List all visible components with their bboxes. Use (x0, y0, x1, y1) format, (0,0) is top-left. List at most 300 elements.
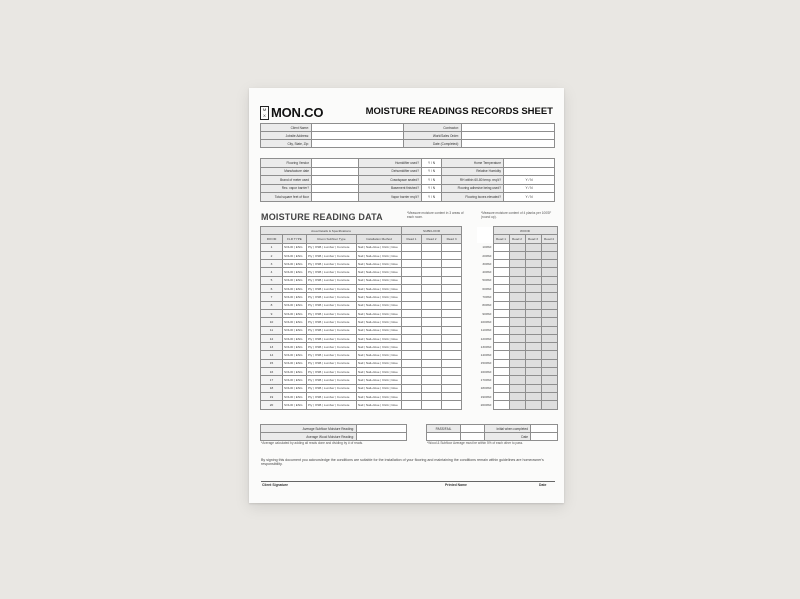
wood-read-1-field[interactable] (493, 318, 509, 326)
read-2-field[interactable] (422, 326, 442, 334)
read-1-field[interactable] (402, 351, 422, 359)
wood-read-4-field[interactable] (541, 334, 557, 342)
subfloor-type-options[interactable]: Ply | OSB | Lumber | Concrete (307, 285, 357, 293)
wood-read-1-field[interactable] (493, 260, 509, 268)
install-method-options[interactable]: Nail | Nail+Glue | Click | Glue (357, 293, 402, 301)
wood-read-3-field[interactable] (525, 301, 541, 309)
read-3-field[interactable] (442, 384, 462, 392)
table-row (261, 301, 462, 309)
flr-type-options[interactable]: SOLID | ENG (283, 334, 307, 342)
total-sqft-field[interactable] (312, 193, 359, 202)
wood-read-2-field[interactable] (509, 301, 525, 309)
vapor-barrier-rec-field[interactable] (312, 185, 359, 194)
room-number: 4 (261, 268, 283, 276)
read-2-field[interactable] (422, 309, 442, 317)
flr-type-options[interactable]: SOLID | ENG (283, 392, 307, 400)
wood-read-2-field[interactable] (509, 343, 525, 351)
read-2-field[interactable] (422, 401, 442, 409)
wood-read-1-field[interactable] (493, 368, 509, 376)
subfloor-type-options[interactable]: Ply | OSB | Lumber | Concrete (307, 260, 357, 268)
wood-read-4-field[interactable] (541, 343, 557, 351)
wood-read-4-field[interactable] (541, 384, 557, 392)
rh-within-yn[interactable]: Y / N (504, 176, 555, 185)
table-row (477, 268, 557, 276)
install-method-col-header: Installation Method (357, 235, 402, 243)
subfloor-type-options[interactable]: Ply | OSB | Lumber | Concrete (307, 301, 357, 309)
adhesive-yn[interactable]: Y / N (504, 185, 555, 194)
table-row (261, 276, 462, 284)
logo-text: MON.CO (271, 105, 324, 120)
read-3-field[interactable] (442, 309, 462, 317)
boxes-elevated-yn[interactable]: Y / N (504, 193, 555, 202)
vapor-barrier-req-yn[interactable]: Y / N (422, 193, 442, 202)
wood-read-2-field[interactable] (509, 326, 525, 334)
flr-type-options[interactable]: SOLID | ENG (283, 243, 307, 251)
read-1-field[interactable] (402, 251, 422, 259)
table-row (261, 392, 462, 400)
wood-read-4-field[interactable] (541, 260, 557, 268)
wood-spacer (477, 227, 493, 235)
work-order-field[interactable] (462, 132, 555, 140)
install-method-options[interactable]: Nail | Nail+Glue | Click | Glue (357, 326, 402, 334)
read-3-field[interactable] (442, 293, 462, 301)
wood-read-1-field[interactable] (493, 343, 509, 351)
read-3-field[interactable] (442, 401, 462, 409)
table-row (477, 392, 557, 400)
subfloor-type-options[interactable]: Ply | OSB | Lumber | Concrete (307, 318, 357, 326)
flr-type-options[interactable]: SOLID | ENG (283, 326, 307, 334)
manufacture-date-field[interactable] (312, 168, 359, 177)
table-row (261, 285, 462, 293)
subfloor-type-options[interactable]: Ply | OSB | Lumber | Concrete (307, 401, 357, 409)
wood-read-3-field[interactable] (525, 359, 541, 367)
wood-read-1-field[interactable] (493, 243, 509, 251)
wood-read-4-field[interactable] (541, 359, 557, 367)
wood-read-2-field[interactable] (509, 359, 525, 367)
wood-read-2-field[interactable] (509, 260, 525, 268)
wood-read-4-field[interactable] (541, 293, 557, 301)
read-1-field[interactable] (402, 301, 422, 309)
wood-read-4-field[interactable] (541, 301, 557, 309)
sqft-label: 500SF (477, 276, 493, 284)
sqft-label: 1500SF (477, 359, 493, 367)
table-row (477, 243, 557, 251)
wood-read-4-field[interactable] (541, 351, 557, 359)
read-2-field[interactable] (422, 268, 442, 276)
basement-yn[interactable]: Y / N (422, 185, 442, 194)
read-1-field[interactable] (402, 359, 422, 367)
wood-read-3-field[interactable] (525, 368, 541, 376)
wood-read-4-field[interactable] (541, 368, 557, 376)
table-row (261, 326, 462, 334)
read-3-field[interactable] (442, 260, 462, 268)
wood-read-4-field[interactable] (541, 243, 557, 251)
flooring-vendor-label: Flooring Vendor (261, 159, 312, 168)
disclaimer: By signing this document you acknowledge the conditions are suitable for the installation of your flooring and maintaining the conditions remain within guidelines are homeowner's responsibility. (261, 458, 544, 467)
room-number: 5 (261, 276, 283, 284)
read-2-field[interactable] (422, 243, 442, 251)
room-number: 2 (261, 251, 283, 259)
flr-type-options[interactable]: SOLID | ENG (283, 276, 307, 284)
wood-read-2-field[interactable] (509, 401, 525, 409)
wood-read-4-field[interactable] (541, 401, 557, 409)
wood-read-2-col-header: Read 2 (509, 235, 525, 243)
wood-read-1-field[interactable] (493, 351, 509, 359)
install-method-options[interactable]: Nail | Nail+Glue | Click | Glue (357, 392, 402, 400)
read-1-field[interactable] (402, 384, 422, 392)
subfloor-type-options[interactable]: Ply | OSB | Lumber | Concrete (307, 276, 357, 284)
read-2-field[interactable] (422, 260, 442, 268)
basement-label: Basement finished? (359, 185, 422, 194)
read-3-field[interactable] (442, 326, 462, 334)
wood-read-1-field[interactable] (493, 392, 509, 400)
read-1-field[interactable] (402, 268, 422, 276)
flr-type-options[interactable]: SOLID | ENG (283, 401, 307, 409)
subfloor-type-options[interactable]: Ply | OSB | Lumber | Concrete (307, 359, 357, 367)
wood-read-2-field[interactable] (509, 376, 525, 384)
read-2-field[interactable] (422, 351, 442, 359)
room-number: 10 (261, 318, 283, 326)
read-1-field[interactable] (402, 260, 422, 268)
read-1-field[interactable] (402, 309, 422, 317)
wood-read-3-field[interactable] (525, 309, 541, 317)
wood-read-4-col-header: Read 4 (541, 235, 557, 243)
read-3-field[interactable] (442, 318, 462, 326)
wood-read-3-field[interactable] (525, 251, 541, 259)
flr-type-options[interactable]: SOLID | ENG (283, 260, 307, 268)
subfloor-type-options[interactable]: Ply | OSB | Lumber | Concrete (307, 251, 357, 259)
wood-read-3-field[interactable] (525, 243, 541, 251)
install-method-options[interactable]: Nail | Nail+Glue | Click | Glue (357, 359, 402, 367)
wood-read-4-field[interactable] (541, 251, 557, 259)
wood-read-4-field[interactable] (541, 285, 557, 293)
read-1-field[interactable] (402, 318, 422, 326)
wood-read-4-field[interactable] (541, 276, 557, 284)
read-2-field[interactable] (422, 376, 442, 384)
subfloor-type-options[interactable]: Ply | OSB | Lumber | Concrete (307, 376, 357, 384)
subfloor-type-options[interactable]: Ply | OSB | Lumber | Concrete (307, 384, 357, 392)
pass-fail-field[interactable] (461, 425, 485, 433)
jobsite-address-label: Jobsite Address: (261, 132, 312, 140)
wood-read-2-field[interactable] (509, 268, 525, 276)
wood-read-4-field[interactable] (541, 326, 557, 334)
wood-read-3-field[interactable] (525, 343, 541, 351)
flr-type-options[interactable]: SOLID | ENG (283, 359, 307, 367)
table-row (477, 309, 557, 317)
avg-wood-label: Average Wood Moisture Reading: (261, 433, 357, 441)
wood-read-1-field[interactable] (493, 293, 509, 301)
flr-type-options[interactable]: SOLID | ENG (283, 301, 307, 309)
flr-type-options[interactable]: SOLID | ENG (283, 318, 307, 326)
sqft-label: 1900SF (477, 392, 493, 400)
read-1-field[interactable] (402, 285, 422, 293)
vapor-barrier-req-label: Vapor barrier req'd? (359, 193, 422, 202)
read-3-field[interactable] (442, 392, 462, 400)
sqft-label: 300SF (477, 260, 493, 268)
boxes-elevated-label: Flooring boxes elevated? (442, 193, 504, 202)
wood-read-4-field[interactable] (541, 392, 557, 400)
subfloor-table (260, 226, 462, 410)
read-2-field[interactable] (422, 251, 442, 259)
install-method-options[interactable]: Nail | Nail+Glue | Click | Glue (357, 301, 402, 309)
wood-read-2-field[interactable] (509, 309, 525, 317)
subfloor-type-options[interactable]: Ply | OSB | Lumber | Concrete (307, 326, 357, 334)
flr-type-options[interactable]: SOLID | ENG (283, 285, 307, 293)
avg-note: *Average calculated by adding all reads done and dividing by # of reads. (261, 441, 364, 445)
wood-read-1-field[interactable] (493, 384, 509, 392)
signature-line[interactable] (261, 481, 555, 482)
install-method-options[interactable]: Nail | Nail+Glue | Click | Glue (357, 368, 402, 376)
avg-wood-field[interactable] (357, 433, 407, 441)
date-completed-field[interactable] (462, 140, 555, 148)
wood-read-1-field[interactable] (493, 326, 509, 334)
read-1-field[interactable] (402, 368, 422, 376)
read-1-field[interactable] (402, 392, 422, 400)
wood-read-1-field[interactable] (493, 359, 509, 367)
read-3-col-header: Read 3 (442, 235, 462, 243)
jobsite-address-field[interactable] (312, 132, 404, 140)
pass-fail-label: PASS/FAIL (427, 425, 461, 433)
room-number: 18 (261, 384, 283, 392)
read-1-field[interactable] (402, 343, 422, 351)
wood-read-3-field[interactable] (525, 376, 541, 384)
printed-name-label: Printed Name (445, 483, 467, 487)
table-row (261, 293, 462, 301)
read-3-field[interactable] (442, 268, 462, 276)
subfloor-type-options[interactable]: Ply | OSB | Lumber | Concrete (307, 243, 357, 251)
read-2-field[interactable] (422, 384, 442, 392)
subfloor-type-options[interactable]: Ply | OSB | Lumber | Concrete (307, 268, 357, 276)
client-info-grid (260, 123, 555, 148)
meter-brand-field[interactable] (312, 176, 359, 185)
read-1-field[interactable] (402, 276, 422, 284)
wood-read-3-field[interactable] (525, 334, 541, 342)
read-1-field[interactable] (402, 243, 422, 251)
wood-read-2-field[interactable] (509, 251, 525, 259)
read-2-col-header: Read 2 (422, 235, 442, 243)
read-1-field[interactable] (402, 326, 422, 334)
wood-read-2-field[interactable] (509, 285, 525, 293)
subfloor-type-options[interactable]: Ply | OSB | Lumber | Concrete (307, 293, 357, 301)
wood-read-3-field[interactable] (525, 318, 541, 326)
wood-read-2-field[interactable] (509, 243, 525, 251)
room-number: 15 (261, 359, 283, 367)
read-1-field[interactable] (402, 401, 422, 409)
flr-type-options[interactable]: SOLID | ENG (283, 343, 307, 351)
date-field[interactable] (531, 433, 558, 441)
home-temperature-field[interactable] (504, 159, 555, 168)
wood-read-3-field[interactable] (525, 260, 541, 268)
room-number: 17 (261, 376, 283, 384)
sqft-label: 100SF (477, 243, 493, 251)
table-row (477, 301, 557, 309)
flr-type-options[interactable]: SOLID | ENG (283, 384, 307, 392)
read-3-field[interactable] (442, 368, 462, 376)
subfloor-type-options[interactable]: Ply | OSB | Lumber | Concrete (307, 343, 357, 351)
room-number: 6 (261, 285, 283, 293)
read-3-field[interactable] (442, 343, 462, 351)
flr-type-col-header: FLR TYPE (283, 235, 307, 243)
wood-read-3-field[interactable] (525, 293, 541, 301)
wood-read-1-field[interactable] (493, 251, 509, 259)
read-2-field[interactable] (422, 285, 442, 293)
wood-read-1-col-header: Read 1 (493, 235, 509, 243)
wood-table (477, 226, 558, 410)
flr-type-options[interactable]: SOLID | ENG (283, 309, 307, 317)
flooring-vendor-field[interactable] (312, 159, 359, 168)
subfloor-type-options[interactable]: Ply | OSB | Lumber | Concrete (307, 368, 357, 376)
wood-read-4-field[interactable] (541, 376, 557, 384)
table-row (261, 359, 462, 367)
wood-read-4-field[interactable] (541, 268, 557, 276)
install-method-options[interactable]: Nail | Nail+Glue | Click | Glue (357, 243, 402, 251)
wood-read-3-field[interactable] (525, 401, 541, 409)
subfloor-type-options[interactable]: Ply | OSB | Lumber | Concrete (307, 351, 357, 359)
install-method-options[interactable]: Nail | Nail+Glue | Click | Glue (357, 285, 402, 293)
wood-read-1-field[interactable] (493, 401, 509, 409)
wood-read-1-field[interactable] (493, 309, 509, 317)
wood-read-3-field[interactable] (525, 351, 541, 359)
install-method-options[interactable]: Nail | Nail+Glue | Click | Glue (357, 318, 402, 326)
install-method-options[interactable]: Nail | Nail+Glue | Click | Glue (357, 376, 402, 384)
wood-read-1-field[interactable] (493, 285, 509, 293)
wood-read-2-field[interactable] (509, 318, 525, 326)
dehumidifier-yn[interactable]: Y / N (422, 168, 442, 177)
sqft-label: 1800SF (477, 384, 493, 392)
city-state-zip-label: City, State, Zip: (261, 140, 312, 148)
client-name-field[interactable] (312, 124, 404, 132)
flr-type-options[interactable]: SOLID | ENG (283, 293, 307, 301)
records-sheet (249, 88, 564, 503)
read-3-field[interactable] (442, 359, 462, 367)
install-method-options[interactable]: Nail | Nail+Glue | Click | Glue (357, 268, 402, 276)
logo (260, 105, 323, 120)
install-method-options[interactable]: Nail | Nail+Glue | Click | Glue (357, 276, 402, 284)
contractor-label: Contractor: (404, 124, 462, 132)
install-method-options[interactable]: Nail | Nail+Glue | Click | Glue (357, 351, 402, 359)
avg-subfloor-field[interactable] (357, 425, 407, 433)
read-1-field[interactable] (402, 376, 422, 384)
wood-read-4-field[interactable] (541, 318, 557, 326)
room-number: 16 (261, 368, 283, 376)
wood-read-2-field[interactable] (509, 334, 525, 342)
read-1-field[interactable] (402, 293, 422, 301)
wood-read-2-field[interactable] (509, 293, 525, 301)
read-2-field[interactable] (422, 276, 442, 284)
read-2-field[interactable] (422, 392, 442, 400)
wood-read-1-field[interactable] (493, 276, 509, 284)
install-method-options[interactable]: Nail | Nail+Glue | Click | Glue (357, 251, 402, 259)
humidifier-yn[interactable]: Y / N (422, 159, 442, 168)
subfloor-type-options[interactable]: Ply | OSB | Lumber | Concrete (307, 309, 357, 317)
read-3-field[interactable] (442, 376, 462, 384)
read-3-field[interactable] (442, 351, 462, 359)
wood-read-2-field[interactable] (509, 276, 525, 284)
wood-read-1-field[interactable] (493, 268, 509, 276)
flr-type-options[interactable]: SOLID | ENG (283, 268, 307, 276)
wood-read-1-field[interactable] (493, 301, 509, 309)
crawlspace-yn[interactable]: Y / N (422, 176, 442, 185)
read-2-field[interactable] (422, 343, 442, 351)
wood-read-1-field[interactable] (493, 376, 509, 384)
table-row (477, 384, 557, 392)
room-number: 11 (261, 326, 283, 334)
read-3-field[interactable] (442, 334, 462, 342)
wood-read-3-field[interactable] (525, 268, 541, 276)
initial-field[interactable] (531, 425, 558, 433)
subfloor-type-options[interactable]: Ply | OSB | Lumber | Concrete (307, 392, 357, 400)
room-number: 13 (261, 343, 283, 351)
room-number: 1 (261, 243, 283, 251)
read-3-field[interactable] (442, 243, 462, 251)
wood-read-3-field[interactable] (525, 384, 541, 392)
sqft-label: 1700SF (477, 376, 493, 384)
subfloor-header: SUBFLOOR (402, 227, 462, 235)
wood-read-2-field[interactable] (509, 384, 525, 392)
table-row (477, 351, 557, 359)
read-3-field[interactable] (442, 251, 462, 259)
read-2-field[interactable] (422, 293, 442, 301)
wood-read-3-field[interactable] (525, 276, 541, 284)
read-1-field[interactable] (402, 334, 422, 342)
sqft-label: 200SF (477, 251, 493, 259)
read-2-field[interactable] (422, 368, 442, 376)
install-method-options[interactable]: Nail | Nail+Glue | Click | Glue (357, 334, 402, 342)
sqft-label: 1100SF (477, 326, 493, 334)
wood-read-3-field[interactable] (525, 285, 541, 293)
table-row (477, 251, 557, 259)
table-row (477, 276, 557, 284)
sqft-label: 900SF (477, 309, 493, 317)
rh-within-label: RH within 60-80 temp. req'd? (442, 176, 504, 185)
wood-read-3-field[interactable] (525, 326, 541, 334)
read-3-field[interactable] (442, 301, 462, 309)
wood-read-2-field[interactable] (509, 392, 525, 400)
install-method-options[interactable]: Nail | Nail+Glue | Click | Glue (357, 343, 402, 351)
install-method-options[interactable]: Nail | Nail+Glue | Click | Glue (357, 309, 402, 317)
flr-type-options[interactable]: SOLID | ENG (283, 376, 307, 384)
subfloor-type-options[interactable]: Ply | OSB | Lumber | Concrete (307, 334, 357, 342)
flr-type-options[interactable]: SOLID | ENG (283, 368, 307, 376)
read-3-field[interactable] (442, 276, 462, 284)
wood-read-2-field[interactable] (509, 351, 525, 359)
contractor-field[interactable] (462, 124, 555, 132)
read-2-field[interactable] (422, 301, 442, 309)
read-2-field[interactable] (422, 359, 442, 367)
wood-read-2-field[interactable] (509, 368, 525, 376)
read-2-field[interactable] (422, 334, 442, 342)
table-row (261, 309, 462, 317)
total-sqft-label: Total square feet of floor (261, 193, 312, 202)
install-method-options[interactable]: Nail | Nail+Glue | Click | Glue (357, 260, 402, 268)
relative-humidity-field[interactable] (504, 168, 555, 177)
flr-type-options[interactable]: SOLID | ENG (283, 351, 307, 359)
humidifier-label: Humidifier used? (359, 159, 422, 168)
read-2-field[interactable] (422, 318, 442, 326)
wood-read-1-field[interactable] (493, 334, 509, 342)
initial-label: Initial when completed (485, 425, 531, 433)
table-row (477, 401, 557, 409)
install-method-options[interactable]: Nail | Nail+Glue | Click | Glue (357, 384, 402, 392)
table-row (261, 376, 462, 384)
table-row (261, 268, 462, 276)
read-3-field[interactable] (442, 285, 462, 293)
flr-type-options[interactable]: SOLID | ENG (283, 251, 307, 259)
city-state-zip-field[interactable] (312, 140, 404, 148)
wood-read-4-field[interactable] (541, 309, 557, 317)
wood-read-3-field[interactable] (525, 392, 541, 400)
install-method-options[interactable]: Nail | Nail+Glue | Click | Glue (357, 401, 402, 409)
